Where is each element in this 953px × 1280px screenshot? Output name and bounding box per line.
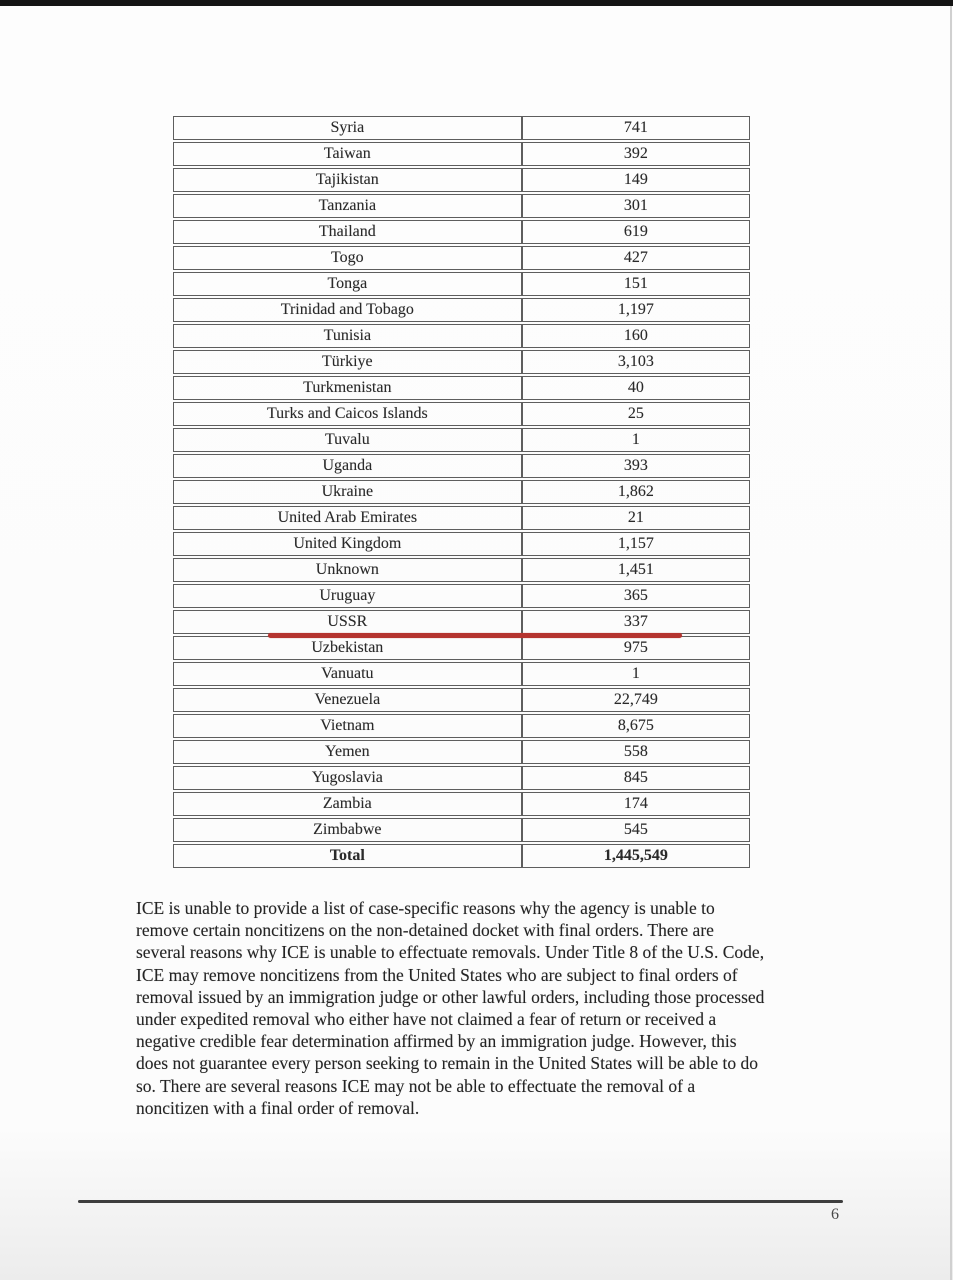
- paragraph-line: remove certain noncitizens on the non-detained docket with final orders. There are: [136, 920, 714, 941]
- table-row: [173, 350, 750, 374]
- red-underline-annotation: [268, 633, 682, 638]
- country-cell: Uruguay: [173, 584, 522, 608]
- count-cell: 741: [522, 116, 750, 140]
- table-row: [173, 792, 750, 816]
- body-paragraph: [136, 897, 876, 1119]
- count-cell: 151: [522, 272, 750, 296]
- country-removals-table-wrap: [173, 114, 750, 870]
- table-row: [173, 298, 750, 322]
- count-cell: 160: [522, 324, 750, 348]
- country-cell: Turkmenistan: [173, 376, 522, 400]
- country-removals-table: [173, 114, 750, 870]
- count-cell: 845: [522, 766, 750, 790]
- country-cell: Tuvalu: [173, 428, 522, 452]
- country-cell: Vietnam: [173, 714, 522, 738]
- table-row: [173, 766, 750, 790]
- count-cell: 1,157: [522, 532, 750, 556]
- count-cell: 619: [522, 220, 750, 244]
- count-cell: 427: [522, 246, 750, 270]
- country-cell: Togo: [173, 246, 522, 270]
- count-cell: 392: [522, 142, 750, 166]
- table-row: [173, 714, 750, 738]
- paragraph-line: ICE is unable to provide a list of case-specific reasons why the agency is unable to: [136, 898, 715, 918]
- country-cell: Syria: [173, 116, 522, 140]
- country-cell: Ukraine: [173, 480, 522, 504]
- country-cell: Venezuela: [173, 688, 522, 712]
- country-cell: Taiwan: [173, 142, 522, 166]
- paragraph-line: so. There are several reasons ICE may not be able to effectuate the removal of a: [136, 1075, 696, 1096]
- count-cell: 1,451: [522, 558, 750, 582]
- country-cell: Turks and Caicos Islands: [173, 402, 522, 426]
- paragraph-line: under expedited removal who either have not claimed a fear of return or received a: [136, 1009, 717, 1030]
- count-cell: 1: [522, 662, 750, 686]
- paragraph-line: noncitizen with a final order of removal.: [136, 1097, 420, 1118]
- paragraph-line: removal issued by an immigration judge or other lawful orders, including those processed: [136, 986, 765, 1007]
- count-cell: 1,197: [522, 298, 750, 322]
- table-row: [173, 142, 750, 166]
- paragraph-line: negative credible fear determination affirmed by an immigration judge. However, this: [136, 1031, 737, 1052]
- country-cell: Zimbabwe: [173, 818, 522, 842]
- country-cell: Uzbekistan: [173, 636, 522, 660]
- country-cell: Tonga: [173, 272, 522, 296]
- country-cell: Trinidad and Tobago: [173, 298, 522, 322]
- count-cell: 545: [522, 818, 750, 842]
- table-row: [173, 194, 750, 218]
- table-row: [173, 558, 750, 582]
- country-cell: United Arab Emirates: [173, 506, 522, 530]
- country-cell: Tanzania: [173, 194, 522, 218]
- table-row: [173, 454, 750, 478]
- count-cell: 174: [522, 792, 750, 816]
- table-row: [173, 324, 750, 348]
- table-row: [173, 168, 750, 192]
- count-cell: 975: [522, 636, 750, 660]
- count-cell: 393: [522, 454, 750, 478]
- table-row: [173, 844, 750, 868]
- country-cell: Thailand: [173, 220, 522, 244]
- count-cell: 558: [522, 740, 750, 764]
- paragraph-line: does not guarantee every person seeking to remain in the United States will be able to do: [136, 1053, 759, 1074]
- country-cell: Tunisia: [173, 324, 522, 348]
- count-cell: 301: [522, 194, 750, 218]
- table-row: [173, 116, 750, 140]
- count-cell: 3,103: [522, 350, 750, 374]
- footer-rule: [78, 1200, 843, 1203]
- table-row: [173, 480, 750, 504]
- table-row: [173, 428, 750, 452]
- count-cell: 1,862: [522, 480, 750, 504]
- country-cell: Türkiye: [173, 350, 522, 374]
- table-row: [173, 688, 750, 712]
- table-row: [173, 584, 750, 608]
- table-row: [173, 532, 750, 556]
- table-row: [173, 506, 750, 530]
- count-cell: 149: [522, 168, 750, 192]
- table-row: [173, 636, 750, 660]
- top-edge-bar: [0, 0, 953, 6]
- country-cell: Yemen: [173, 740, 522, 764]
- count-cell: 1: [522, 428, 750, 452]
- table-row: [173, 740, 750, 764]
- table-row: [173, 662, 750, 686]
- country-cell: Uganda: [173, 454, 522, 478]
- page-number: 6: [831, 1206, 839, 1223]
- count-cell: 22,749: [522, 688, 750, 712]
- country-cell: Total: [173, 844, 522, 868]
- count-cell: 21: [522, 506, 750, 530]
- count-cell: 365: [522, 584, 750, 608]
- page-right-edge: [950, 6, 952, 1280]
- table-row: [173, 376, 750, 400]
- country-cell: Unknown: [173, 558, 522, 582]
- count-cell: 1,445,549: [522, 844, 750, 868]
- count-cell: 8,675: [522, 714, 750, 738]
- paragraph-line: several reasons why ICE is unable to effectuate removals. Under Title 8 of the U.S. Code,: [136, 942, 765, 963]
- count-cell: 25: [522, 402, 750, 426]
- country-cell: Tajikistan: [173, 168, 522, 192]
- country-cell: Vanuatu: [173, 662, 522, 686]
- table-row: [173, 610, 750, 634]
- count-cell: 337: [522, 610, 750, 634]
- country-cell: Yugoslavia: [173, 766, 522, 790]
- table-row: [173, 818, 750, 842]
- table-row: [173, 220, 750, 244]
- table-row: [173, 402, 750, 426]
- table-row: [173, 246, 750, 270]
- paragraph-line: ICE may remove noncitizens from the United States who are subject to final orders of: [136, 964, 738, 985]
- country-cell: United Kingdom: [173, 532, 522, 556]
- count-cell: 40: [522, 376, 750, 400]
- table-row: [173, 272, 750, 296]
- country-cell: USSR: [173, 610, 522, 634]
- country-cell: Zambia: [173, 792, 522, 816]
